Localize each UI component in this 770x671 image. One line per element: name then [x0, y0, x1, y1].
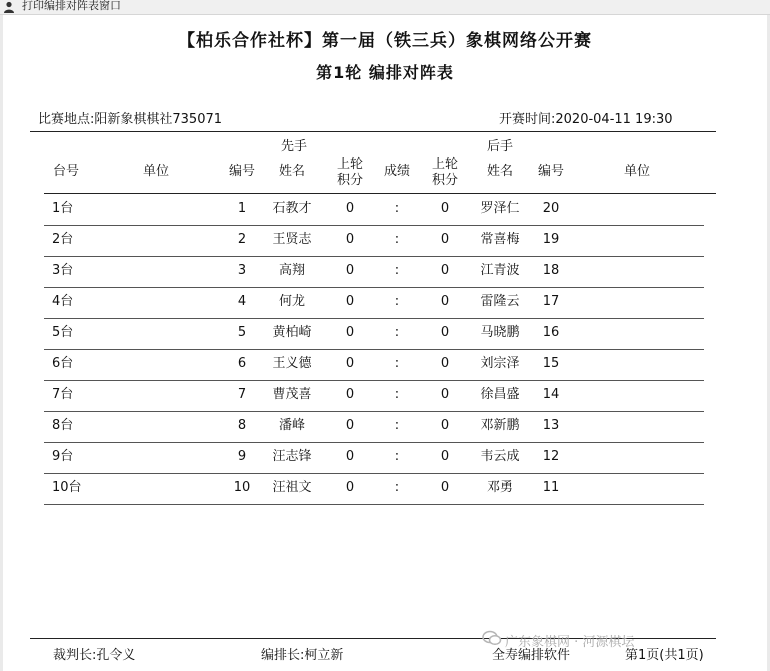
- row-first-prev-score: 0: [345, 480, 355, 495]
- row-result-separator: :: [394, 480, 400, 495]
- header-name-first: 姓名: [278, 164, 305, 179]
- row-first-number: 4: [237, 294, 247, 309]
- row-second-number: 15: [542, 356, 560, 371]
- row-first-number: 6: [237, 356, 247, 371]
- header-prev-score-first-line2: 积分: [336, 173, 363, 188]
- row-first-prev-score: 0: [345, 356, 355, 371]
- row-first-name: 黄柏崎: [272, 325, 312, 340]
- report-sub-title: 第1轮 编排对阵表: [316, 63, 454, 82]
- row-first-number: 10: [233, 480, 251, 495]
- row-first-name: 汪志锋: [272, 449, 312, 464]
- row-second-name: 邓勇: [486, 480, 513, 495]
- row-first-name: 石教才: [272, 201, 312, 216]
- header-bottom-line: [44, 193, 716, 194]
- row-result-separator: :: [394, 294, 400, 309]
- header-unit-first: 单位: [142, 164, 169, 179]
- row-first-name: 汪祖文: [272, 480, 312, 495]
- row-result-separator: :: [394, 201, 400, 216]
- row-result-separator: :: [394, 387, 400, 402]
- window-title: 打印编排对阵表窗口: [22, 0, 121, 12]
- row-divider: [44, 473, 704, 474]
- row-second-prev-score: 0: [440, 263, 450, 278]
- row-first-number: 7: [237, 387, 247, 402]
- row-second-number: 18: [542, 263, 560, 278]
- header-second-player-group: 后手: [486, 139, 513, 154]
- row-result-separator: :: [394, 263, 400, 278]
- row-first-prev-score: 0: [345, 294, 355, 309]
- row-second-prev-score: 0: [440, 387, 450, 402]
- row-board: 1台: [52, 201, 74, 216]
- row-second-prev-score: 0: [440, 480, 450, 495]
- chat-bubble-icon: [482, 630, 502, 646]
- row-board: 4台: [52, 294, 74, 309]
- row-second-name: 韦云成: [480, 449, 520, 464]
- row-second-name: 刘宗泽: [480, 356, 520, 371]
- header-number-second: 编号: [537, 164, 564, 179]
- row-board: 8台: [52, 418, 74, 433]
- window-frame-left: [0, 15, 3, 671]
- row-second-number: 12: [542, 449, 560, 464]
- row-divider: [44, 349, 704, 350]
- row-second-number: 16: [542, 325, 560, 340]
- row-first-prev-score: 0: [345, 325, 355, 340]
- row-first-name: 王义德: [272, 356, 312, 371]
- row-second-number: 13: [542, 418, 560, 433]
- row-first-prev-score: 0: [345, 418, 355, 433]
- row-board: 10台: [52, 480, 82, 495]
- row-result-separator: :: [394, 325, 400, 340]
- row-board: 3台: [52, 263, 74, 278]
- row-first-name: 潘峰: [278, 418, 305, 433]
- row-board: 6台: [52, 356, 74, 371]
- row-first-prev-score: 0: [345, 387, 355, 402]
- row-second-prev-score: 0: [440, 449, 450, 464]
- row-second-name: 常喜梅: [480, 232, 520, 247]
- row-result-separator: :: [394, 356, 400, 371]
- row-second-prev-score: 0: [440, 294, 450, 309]
- header-board: 台号: [52, 164, 79, 179]
- row-first-number: 5: [237, 325, 247, 340]
- row-divider: [44, 287, 704, 288]
- page-number-label: 第1页(共1页): [625, 648, 704, 663]
- referee-label: 裁判长:孔令义: [53, 648, 136, 663]
- row-second-prev-score: 0: [440, 356, 450, 371]
- arranger-label: 编排长:柯立新: [261, 648, 344, 663]
- row-board: 9台: [52, 449, 74, 464]
- row-divider: [44, 411, 704, 412]
- row-result-separator: :: [394, 232, 400, 247]
- row-first-prev-score: 0: [345, 449, 355, 464]
- person-icon: [3, 1, 15, 13]
- row-board: 5台: [52, 325, 74, 340]
- venue-label: 比赛地点:阳新象棋棋社735071: [38, 112, 223, 127]
- row-second-name: 马晓鹏: [480, 325, 520, 340]
- row-second-name: 徐昌盛: [480, 387, 520, 402]
- row-first-number: 3: [237, 263, 247, 278]
- row-second-prev-score: 0: [440, 325, 450, 340]
- software-label: 全寿编排软件: [492, 648, 571, 663]
- row-first-prev-score: 0: [345, 263, 355, 278]
- header-name-second: 姓名: [486, 164, 513, 179]
- row-first-number: 8: [237, 418, 247, 433]
- row-result-separator: :: [394, 418, 400, 433]
- row-divider: [44, 225, 704, 226]
- report-main-title: 【柏乐合作社杯】第一届（铁三兵）象棋网络公开赛: [178, 31, 592, 51]
- row-second-number: 19: [542, 232, 560, 247]
- window-title-bar[interactable]: [0, 0, 770, 15]
- row-first-prev-score: 0: [345, 232, 355, 247]
- row-first-number: 9: [237, 449, 247, 464]
- row-second-name: 江青波: [480, 263, 520, 278]
- row-second-number: 17: [542, 294, 560, 309]
- row-second-number: 20: [542, 201, 560, 216]
- row-second-prev-score: 0: [440, 232, 450, 247]
- row-divider: [44, 504, 704, 505]
- header-result: 成绩: [383, 164, 410, 179]
- row-first-name: 曹茂喜: [272, 387, 312, 402]
- row-second-prev-score: 0: [440, 418, 450, 433]
- row-divider: [44, 318, 704, 319]
- row-result-separator: :: [394, 449, 400, 464]
- header-unit-second: 单位: [623, 164, 650, 179]
- row-first-number: 1: [237, 201, 247, 216]
- header-prev-score-first-line1: 上轮: [336, 157, 363, 172]
- row-second-number: 14: [542, 387, 560, 402]
- row-first-name: 何龙: [278, 294, 305, 309]
- header-prev-score-second-line2: 积分: [431, 173, 458, 188]
- row-divider: [44, 380, 704, 381]
- watermark-text: 广东象棋网 · 河源棋坛: [505, 635, 635, 650]
- row-divider: [44, 442, 704, 443]
- header-prev-score-second-line1: 上轮: [431, 157, 458, 172]
- row-divider: [44, 256, 704, 257]
- row-first-prev-score: 0: [345, 201, 355, 216]
- row-second-name: 邓新鹏: [480, 418, 520, 433]
- header-top-line: [30, 131, 716, 132]
- header-number-first: 编号: [228, 164, 255, 179]
- row-second-prev-score: 0: [440, 201, 450, 216]
- row-board: 2台: [52, 232, 74, 247]
- row-second-name: 罗泽仁: [480, 201, 520, 216]
- header-first-player-group: 先手: [280, 139, 307, 154]
- row-first-number: 2: [237, 232, 247, 247]
- start-time-label: 开赛时间:2020-04-11 19:30: [499, 112, 673, 127]
- row-board: 7台: [52, 387, 74, 402]
- row-first-name: 王贤志: [272, 232, 312, 247]
- row-second-name: 雷隆云: [480, 294, 520, 309]
- row-second-number: 11: [542, 480, 560, 495]
- row-first-name: 高翔: [278, 263, 305, 278]
